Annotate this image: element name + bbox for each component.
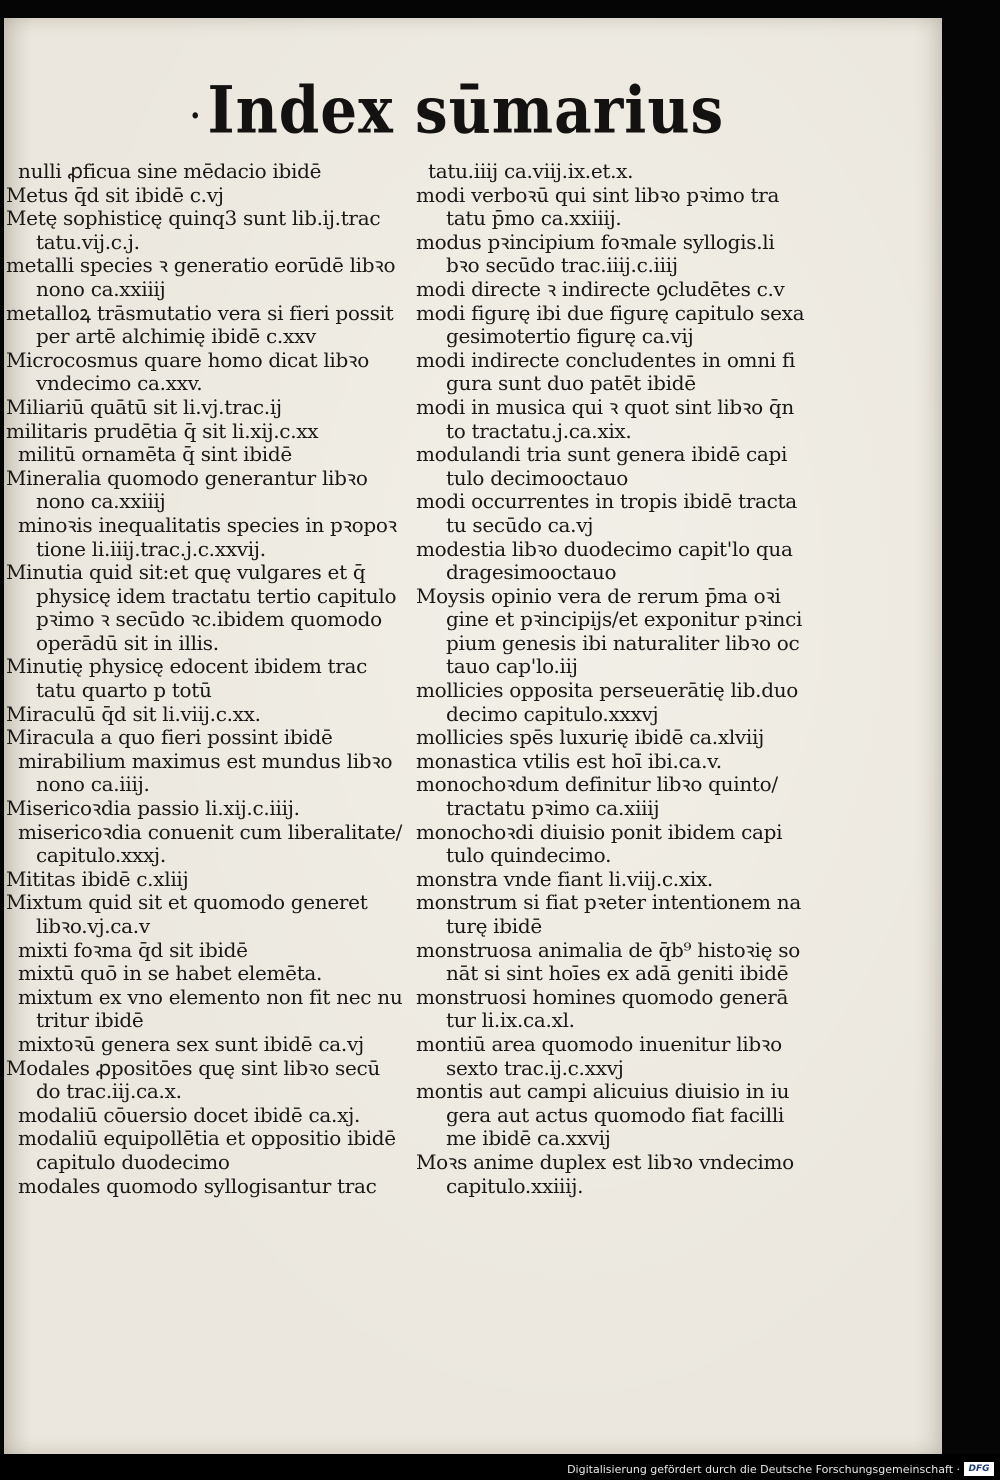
index-entry-line: militaris prudētia q̄ sit li.xij.c.xx <box>6 419 319 443</box>
index-entry-line: Minutia quid sit:et quę vulgares et q̄ <box>6 561 366 585</box>
index-entry-line: tatu.iiij ca.viij.ix.et.x. <box>428 160 634 183</box>
index-entry-line: gine et pꝛincipijs/et exponitur pꝛinci <box>446 608 803 632</box>
index-entry-line: vndecimo ca.xxv. <box>36 372 203 396</box>
index-entry-line: mixtum ex vno elemento non fit nec nu <box>18 985 403 1009</box>
book-page <box>4 18 942 1454</box>
index-entry-line: Metę sophisticę quinq3 sunt lib.ij.trac <box>6 207 381 231</box>
index-entry-line: metalloꝝ trāsmutatio vera si fieri possit <box>6 301 394 325</box>
index-entry-line: minoꝛis inequalitatis species in pꝛopoꝛ <box>18 513 397 537</box>
index-entry-line: Moꝛs anime duplex est libꝛo vndecimo <box>416 1150 794 1174</box>
index-entry-line: Mineralia quomodo generantur libꝛo <box>6 466 368 490</box>
index-entry-line: capitulo.xxxj. <box>36 844 166 868</box>
index-entry-line: physicę idem tractatu tertio capitulo <box>36 584 397 608</box>
index-entry-line: monastica vtilis est hoī ibi.ca.v. <box>416 749 722 773</box>
index-entry-line: mixti foꝛma q̄d sit ibidē <box>18 938 248 962</box>
funding-credit: Digitalisierung gefördert durch die Deutsche Forschungsgemeinschaft · <box>567 1463 960 1476</box>
index-entry-line: gesimotertio figurę ca.vij <box>446 325 694 349</box>
index-entry-line: Miraculū q̄d sit li.viij.c.xx. <box>6 702 261 726</box>
index-entry-line: monochoꝛdum definitur libꝛo quinto/ <box>416 773 778 797</box>
index-entry-line: modi verboꝛū qui sint libꝛo pꝛimo tra <box>416 183 780 207</box>
index-entry-line: modi directe ꝛ indirecte ꝯcludētes c.v <box>416 277 785 301</box>
index-entry-line: modulandi tria sunt genera ibidē capi <box>416 443 788 467</box>
index-entry-line: turę ibidē <box>446 915 542 938</box>
index-entry-line: Miliariū quātū sit li.vj.trac.ij <box>6 395 282 419</box>
dfg-logo: DFG <box>964 1462 994 1476</box>
index-entry-line: mixtoꝛū genera sex sunt ibidē ca.vj <box>18 1032 364 1056</box>
index-entry-line: monstra vnde fiant li.viij.c.xix. <box>416 867 713 891</box>
index-entry-line: nāt si sint hoīes ex adā geniti ibidē <box>446 962 789 986</box>
index-entry-line: Misericoꝛdia passio li.xij.c.iiij. <box>6 797 300 821</box>
index-entry-line: nono ca.iiij. <box>36 773 150 797</box>
index-entry-line: modi indirecte concludentes in omni fi <box>416 348 796 372</box>
index-entry-line: modales quomodo syllogisantur trac <box>18 1174 377 1198</box>
index-entry-line: capitulo duodecimo <box>36 1150 230 1174</box>
index-entry-line: gura sunt duo patēt ibidē <box>446 372 696 396</box>
index-entry-line: to tractatu.j.ca.xix. <box>446 419 632 443</box>
index-entry-line: nono ca.xxiiij <box>36 277 166 301</box>
index-entry-line: libꝛo.vj.ca.v <box>36 915 150 938</box>
index-entry-line: modi occurrentes in tropis ibidē tracta <box>416 490 797 514</box>
index-entry-line: pꝛimo ꝛ secūdo ꝛc.ibidem quomodo <box>36 608 382 632</box>
index-entry-line: tatu quarto p totū <box>36 679 212 703</box>
index-entry-line: montiū area quomodo inuenitur libꝛo <box>416 1032 782 1056</box>
index-entry-line: operādū sit in illis. <box>36 631 219 655</box>
index-entry-line: tulo quindecimo. <box>446 844 612 868</box>
index-entry-line: Miracula a quo fieri possint ibidē <box>6 726 333 750</box>
index-entry-line: Microcosmus quare homo dicat libꝛo <box>6 348 369 372</box>
index-entry-line: Mititas ibidē c.xliij <box>6 867 189 891</box>
index-entry-line: tractatu pꝛimo ca.xiiij <box>446 797 660 821</box>
index-entry-line: gera aut actus quomodo fiat facilli <box>446 1103 785 1127</box>
index-entry-line: mollicies opposita perseuerātię lib.duo <box>416 679 799 703</box>
index-entry-line: modaliū equipollētia et oppositio ibidē <box>18 1127 396 1151</box>
index-entry-line: decimo capitulo.xxxvj <box>446 702 659 726</box>
index-entry-line: pium genesis ibi naturaliter libꝛo oc <box>446 631 800 655</box>
index-entry-line: sexto trac.ij.c.xxvj <box>446 1056 624 1080</box>
index-entry-line: bꝛo secūdo trac.iiij.c.iiij <box>446 254 678 278</box>
heading-mark: · <box>190 96 202 136</box>
index-column-right <box>416 160 824 1198</box>
index-entry-line: mixtū quō in se habet elemēta. <box>18 962 323 986</box>
index-entry-line: do trac.iij.ca.x. <box>36 1080 182 1104</box>
index-entry-line: Moysis opinio vera de rerum p̄ma oꝛi <box>416 584 781 608</box>
index-entry-line: Mixtum quid sit et quomodo generet <box>6 891 368 915</box>
index-entry-line: tu secūdo ca.vj <box>446 513 594 537</box>
index-entry-line: modi figurę ibi due figurę capitulo sexa <box>416 301 805 325</box>
index-entry-line: modus pꝛincipium foꝛmale syllogis.li <box>416 230 775 254</box>
index-entry-line: Metus q̄d sit ibidē c.vj <box>6 183 224 207</box>
index-entry-line: me ibidē ca.xxvij <box>446 1127 611 1151</box>
index-entry-line: mirabilium maximus est mundus libꝛo <box>18 749 393 773</box>
index-entry-line: tauo cap'lo.iij <box>446 655 578 679</box>
index-entry-line: montis aut campi alicuius diuisio in iu <box>416 1080 790 1104</box>
index-entry-line: tur li.ix.ca.xl. <box>446 1009 575 1033</box>
index-entry-line: tione li.iiij.trac.j.c.xxvij. <box>36 537 266 561</box>
index-entry-line: nulli ꝓficua sine mēdacio ibidē <box>18 160 322 183</box>
heading-text: Index sūmarius <box>207 72 725 149</box>
index-entry-line: tatu.vij.c.j. <box>36 230 140 254</box>
index-column-left <box>6 160 408 1198</box>
page-heading <box>190 72 730 148</box>
index-entry-line: misericoꝛdia conuenit cum liberalitate/ <box>18 820 403 844</box>
footer-bar <box>0 1454 1000 1480</box>
index-entry-line: tritur ibidē <box>36 1009 144 1033</box>
index-entry-line: tatu p̄mo ca.xxiiij. <box>446 207 622 231</box>
index-entry-line: per artē alchimię ibidē c.xxv <box>36 325 316 349</box>
index-entry-line: capitulo.xxiiij. <box>446 1174 584 1198</box>
index-entry-line: metalli species ꝛ generatio eorūdē libꝛo <box>6 254 396 278</box>
index-entry-line: mollicies spēs luxurię ibidē ca.xlviij <box>416 726 765 750</box>
index-entry-line: dragesimooctauo <box>446 561 617 585</box>
index-entry-line: monstrum si fiat pꝛeter intentionem na <box>416 891 801 915</box>
index-entry-line: modestia libꝛo duodecimo capit'lo qua <box>416 537 793 561</box>
index-entry-line: monochoꝛdi diuisio ponit ibidem capi <box>416 820 783 844</box>
index-entry-line: nono ca.xxiiij <box>36 490 166 514</box>
index-entry-line: militū ornamēta q̄ sint ibidē <box>18 443 292 467</box>
index-entry-line: monstruosi homines quomodo generā <box>416 985 789 1009</box>
index-entry-line: Minutię physicę edocent ibidem trac <box>6 655 368 679</box>
index-entry-line: Modales ꝓpositōes quę sint libꝛo secū <box>6 1056 380 1080</box>
index-entry-line: modi in musica qui ꝛ quot sint libꝛo q̄n <box>416 395 794 419</box>
index-entry-line: tulo decimooctauo <box>446 466 628 490</box>
index-entry-line: monstruosa animalia de q̄b⁹ histoꝛię so <box>416 938 800 962</box>
index-entry-line: modaliū cōuersio docet ibidē ca.xj. <box>18 1103 361 1127</box>
